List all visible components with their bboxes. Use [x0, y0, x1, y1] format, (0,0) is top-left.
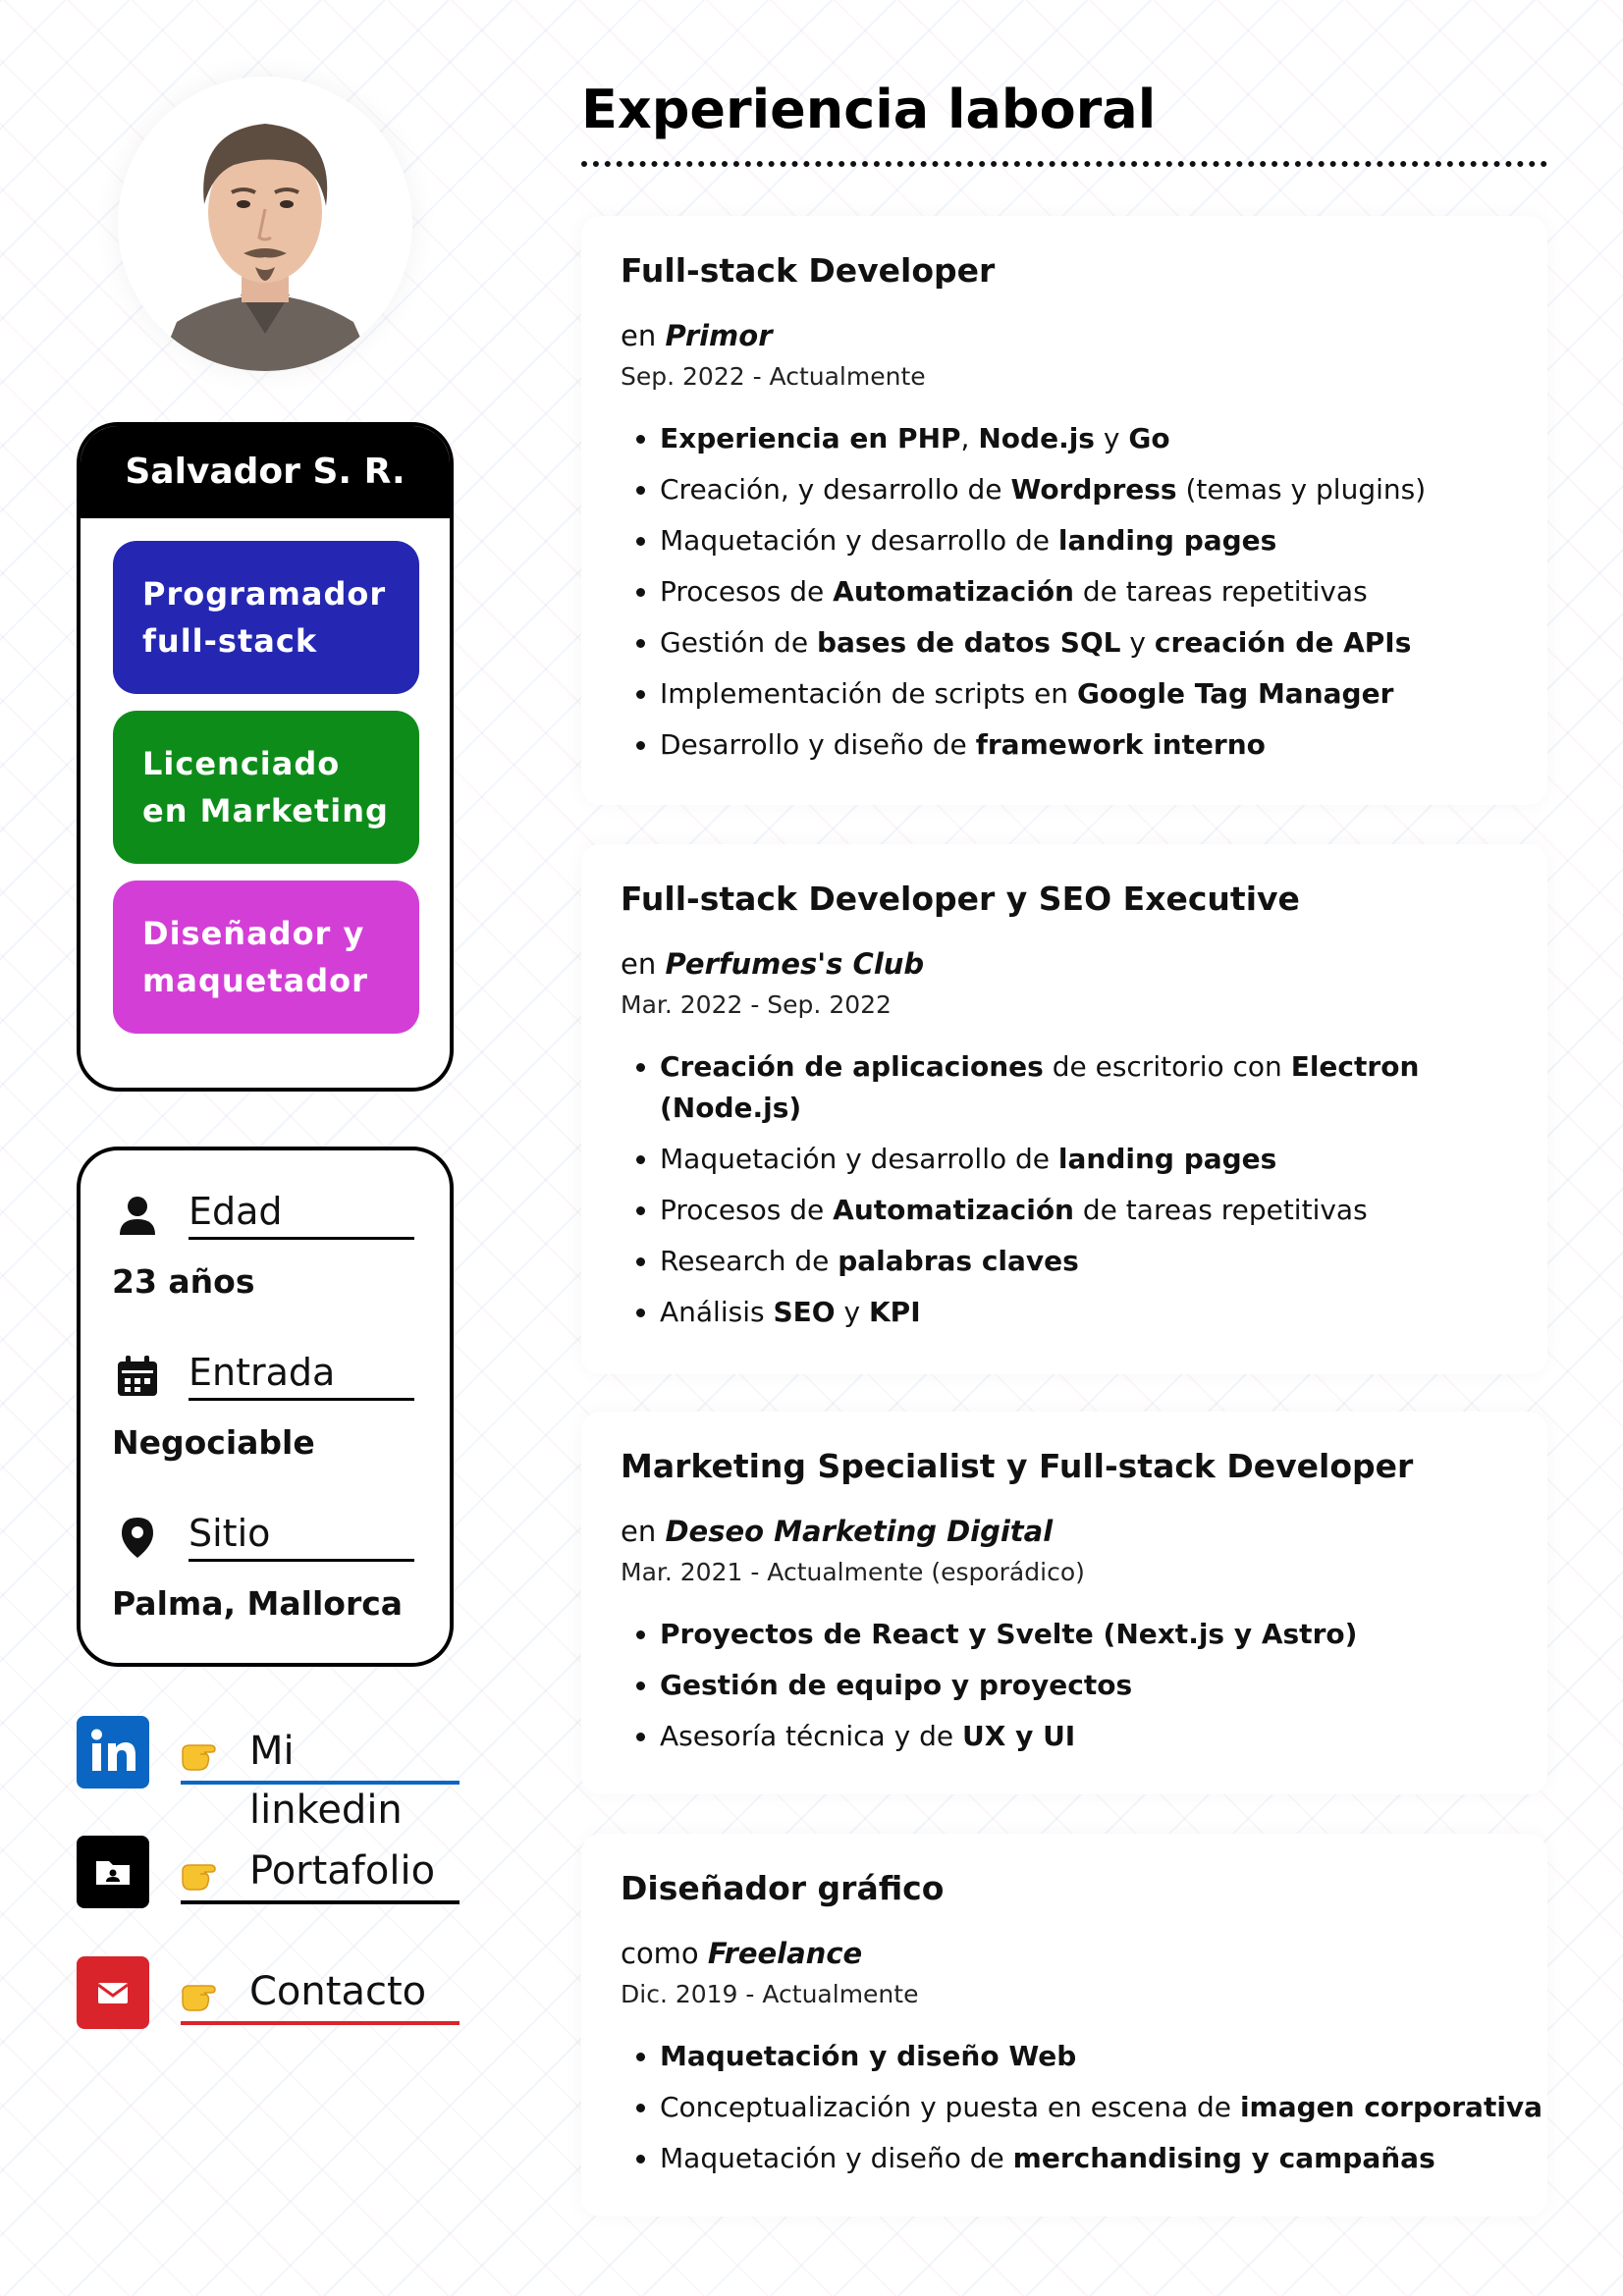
job-task — [660, 1716, 1547, 1757]
task-text: y — [1120, 626, 1155, 659]
task-text: y — [1094, 422, 1129, 454]
job-task — [660, 622, 1547, 664]
job-task — [660, 1292, 1547, 1333]
job-task — [660, 724, 1547, 766]
info-row-site — [110, 1508, 414, 1563]
task-text: Creación, y desarrollo de — [660, 473, 1011, 506]
age-label: Edad — [189, 1186, 414, 1240]
job-task — [660, 1614, 1547, 1655]
job-date: Mar. 2021 - Actualmente (esporádico) — [621, 1558, 1085, 1586]
task-text: Research de — [660, 1245, 839, 1277]
task-text: Node.js — [978, 422, 1095, 454]
task-text: y — [835, 1296, 869, 1328]
contact-link[interactable] — [77, 1956, 460, 2035]
job-tasks — [621, 1614, 1547, 1757]
job-task — [660, 418, 1547, 459]
job-company: en Perfumes's Club — [621, 947, 925, 981]
job-card — [581, 216, 1547, 805]
role-badge: Licenciado en Marketing — [113, 711, 419, 864]
portfolio-link[interactable] — [77, 1836, 460, 1914]
task-text: Electron (Node.js) — [660, 1050, 1420, 1124]
entry-value: Negociable — [112, 1423, 315, 1462]
job-task — [660, 2087, 1547, 2128]
role-badge: Diseñador y maquetador — [113, 881, 419, 1034]
linkedin-link[interactable] — [77, 1716, 460, 1833]
profile-name: Salvador S. R. — [81, 426, 450, 518]
task-text: creación de APIs — [1154, 626, 1412, 659]
task-text: imagen corporativa — [1239, 2091, 1543, 2123]
location-pin-icon — [116, 1516, 159, 1559]
task-text: palabras claves — [838, 1245, 1079, 1277]
task-text: Desarrollo y diseño de — [660, 728, 976, 761]
task-text: Experiencia en PHP — [660, 422, 961, 454]
task-text: Maquetación y diseño Web — [660, 2040, 1077, 2072]
job-task — [660, 2036, 1547, 2077]
task-text: Maquetación y desarrollo de — [660, 524, 1058, 557]
task-text: landing pages — [1057, 524, 1277, 557]
job-title: Marketing Specialist y Full-stack Developer — [621, 1447, 1414, 1485]
task-text: Maquetación y diseño de — [660, 2142, 1013, 2174]
job-task — [660, 520, 1547, 561]
job-title: Diseñador gráfico — [621, 1869, 945, 1907]
job-date: Dic. 2019 - Actualmente — [621, 1980, 919, 2008]
task-text: merchandising y campañas — [1012, 2142, 1435, 2174]
user-icon — [116, 1194, 159, 1237]
job-card — [581, 1412, 1547, 1794]
linkedin-link-label[interactable]: Mi linkedin — [181, 1722, 460, 1785]
task-text: Google Tag Manager — [1076, 677, 1394, 710]
task-text: KPI — [868, 1296, 921, 1328]
portfolio-link-label[interactable]: Portafolio — [181, 1842, 460, 1904]
task-text: Implementación de scripts en — [660, 677, 1077, 710]
info-row-entry — [110, 1347, 414, 1402]
site-value: Palma, Mallorca — [112, 1584, 404, 1623]
job-task — [660, 673, 1547, 715]
task-text: UX y UI — [962, 1720, 1076, 1752]
role-badge: Programador full-stack — [113, 541, 419, 694]
profile-card — [77, 422, 454, 1092]
job-task — [660, 1139, 1547, 1180]
job-task — [660, 1665, 1547, 1706]
job-title: Full-stack Developer — [621, 251, 996, 290]
job-date: Sep. 2022 - Actualmente — [621, 362, 926, 391]
task-text: Conceptualización y puesta en escena de — [660, 2091, 1240, 2123]
contact-link-label[interactable]: Contacto — [181, 1962, 460, 2025]
linkedin-icon — [77, 1716, 149, 1789]
task-text: Gestión de equipo y proyectos — [660, 1669, 1133, 1701]
task-text: framework interno — [975, 728, 1266, 761]
job-tasks — [621, 418, 1547, 766]
task-text: de escritorio con — [1043, 1050, 1291, 1083]
task-text: landing pages — [1057, 1143, 1277, 1175]
site-label: Sitio — [189, 1508, 414, 1562]
job-company: en Deseo Marketing Digital — [621, 1515, 1054, 1548]
task-text: (temas y plugins) — [1176, 473, 1427, 506]
job-task — [660, 571, 1547, 613]
mail-icon — [77, 1956, 149, 2029]
job-task — [660, 1190, 1547, 1231]
section-divider — [581, 161, 1547, 167]
job-task — [660, 1241, 1547, 1282]
task-text: SEO — [773, 1296, 836, 1328]
task-text: Análisis — [660, 1296, 774, 1328]
info-card — [77, 1147, 454, 1667]
job-company: en Primor — [621, 319, 773, 352]
task-text: Automatización — [833, 1194, 1074, 1226]
task-text: de tareas repetitivas — [1074, 1194, 1368, 1226]
job-card — [581, 844, 1547, 1374]
task-text: , — [960, 422, 979, 454]
profile-photo — [118, 77, 412, 371]
task-text: Wordpress — [1010, 473, 1177, 506]
task-text: Proyectos de React y Svelte (Next.js y Astro) — [660, 1618, 1358, 1650]
calendar-icon — [116, 1355, 159, 1398]
task-text: Creación de aplicaciones — [660, 1050, 1044, 1083]
job-tasks — [621, 2036, 1547, 2179]
task-text: Procesos de — [660, 575, 834, 608]
task-text: Maquetación y desarrollo de — [660, 1143, 1058, 1175]
job-task — [660, 469, 1547, 510]
task-text: Automatización — [833, 575, 1074, 608]
entry-label: Entrada — [189, 1347, 414, 1401]
job-task — [660, 2138, 1547, 2179]
task-text: Go — [1128, 422, 1170, 454]
folder-icon — [77, 1836, 149, 1908]
section-title: Experiencia laboral — [581, 79, 1157, 140]
job-card — [581, 1834, 1547, 2216]
job-company: como Freelance — [621, 1937, 863, 1970]
job-tasks — [621, 1046, 1547, 1333]
task-text: Gestión de — [660, 626, 817, 659]
job-title: Full-stack Developer y SEO Executive — [621, 880, 1300, 918]
job-task — [660, 1046, 1547, 1129]
task-text: de tareas repetitivas — [1074, 575, 1368, 608]
job-date: Mar. 2022 - Sep. 2022 — [621, 990, 892, 1019]
task-text: bases de datos SQL — [816, 626, 1121, 659]
task-text: Procesos de — [660, 1194, 834, 1226]
task-text: Asesoría técnica y de — [660, 1720, 962, 1752]
info-row-age — [110, 1186, 414, 1241]
age-value: 23 años — [112, 1262, 255, 1301]
